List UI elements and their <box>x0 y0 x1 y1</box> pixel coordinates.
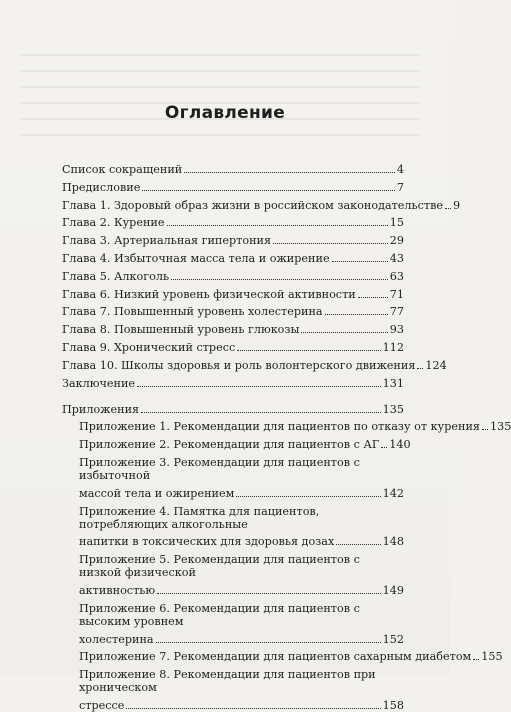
toc-entry: Глава 6. Низкий уровень физической активности 71 <box>62 287 404 301</box>
dot-leader <box>325 313 388 315</box>
toc-entry: Глава 9. Хронический стресс 112 <box>62 340 404 354</box>
toc-entry: Глава 7. Повышенный уровень холестерина 77 <box>62 305 404 319</box>
toc-subentry: Приложение 6. Рекомендации для пациентов с высоким уровнем холестерина 152 <box>79 601 404 646</box>
dot-leader <box>482 428 488 430</box>
toc-subentry: Приложение 3. Рекомендации для пациентов с избыточной массой тела и ожирением 142 <box>79 455 404 500</box>
dot-leader <box>171 278 388 280</box>
toc-subentry: Приложение 7. Рекомендации для пациентов сахарным диабетом 155 <box>79 650 503 664</box>
toc-entry: Заключение 131 <box>62 376 404 390</box>
toc-entry: Глава 3. Артериальная гипертония 29 <box>62 234 404 248</box>
dot-leader <box>336 543 380 545</box>
table-of-contents <box>62 163 511 712</box>
toc-entry: Предисловие 7 <box>62 180 404 194</box>
dot-leader <box>126 707 380 709</box>
dot-leader <box>142 189 395 191</box>
page-title: Оглавление <box>164 103 286 123</box>
dot-leader <box>332 260 388 262</box>
bleed-through-text <box>0 40 450 160</box>
toc-entry: Глава 5. Алкоголь 63 <box>62 269 404 283</box>
dot-leader <box>137 385 381 387</box>
dot-leader <box>236 495 380 497</box>
toc-entry: Глава 4. Избыточная масса тела и ожирение 43 <box>62 251 404 265</box>
toc-entry: Глава 2. Курение 15 <box>62 216 404 230</box>
toc-subentry: Приложение 2. Рекомендации для пациентов с АГ 140 <box>79 438 411 452</box>
dot-leader <box>381 446 387 448</box>
dot-leader <box>473 658 479 660</box>
dot-leader <box>157 592 381 594</box>
toc-entry: Глава 1. Здоровый образ жизни в российском законодательстве 9 <box>62 198 461 212</box>
dot-leader <box>167 224 388 226</box>
toc-subentry: Приложение 5. Рекомендации для пациентов с низкой физической активностью 149 <box>79 553 404 597</box>
toc-subentry: Приложение 8. Рекомендации для пациентов при хроническом стрессе 158 <box>79 668 404 712</box>
toc-entry-appendix: Приложения 135 <box>62 402 404 416</box>
dot-leader <box>301 331 387 333</box>
dot-leader <box>141 411 381 413</box>
toc-entry: Глава 10. Школы здоровья и роль волонтерского движения 124 <box>62 358 447 372</box>
toc-subentry: Приложение 1. Рекомендации для пациентов по отказу от курения 135 <box>79 420 511 434</box>
dot-leader <box>358 296 388 298</box>
dot-leader <box>156 641 381 643</box>
dot-leader <box>417 367 423 369</box>
toc-entry: Глава 8. Повышенный уровень глюкозы 93 <box>62 323 404 337</box>
toc-subentry: Приложение 4. Памятка для пациентов, потребляющих алкогольные напитки в токсических для здоровья дозах 148 <box>79 504 404 549</box>
dot-leader <box>445 207 451 209</box>
dot-leader <box>184 171 395 173</box>
toc-entry: Список сокращений 4 <box>62 163 404 176</box>
dot-leader <box>273 242 388 244</box>
dot-leader <box>237 349 380 351</box>
